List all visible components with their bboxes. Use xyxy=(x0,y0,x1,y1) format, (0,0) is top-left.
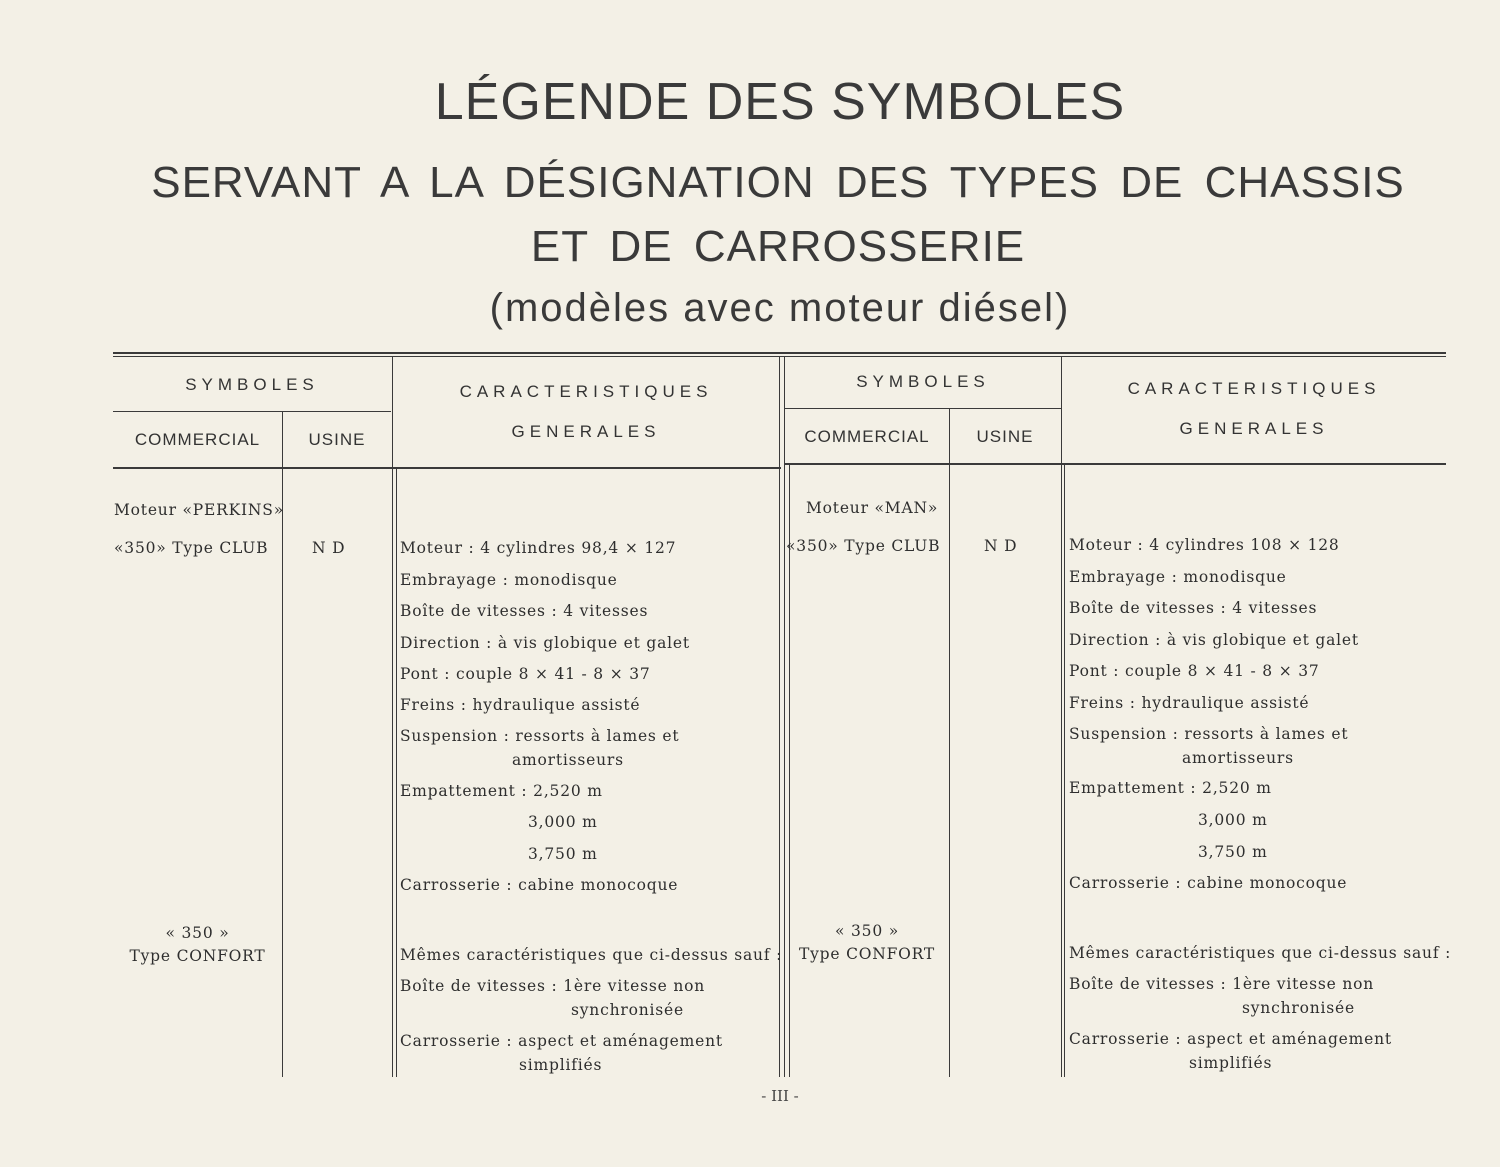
left-feature: Boîte de vitesses : 4 vitesses xyxy=(400,602,649,620)
right-carrosserie: Carrosserie : cabine monocoque xyxy=(1069,874,1348,892)
right-engine: Moteur «MAN» xyxy=(806,499,939,517)
left-carro2-cont: simplifiés xyxy=(519,1056,603,1074)
left-feature: Pont : couple 8 × 41 - 8 × 37 xyxy=(400,665,651,683)
header-commercial-right: COMMERCIAL xyxy=(804,427,930,446)
header-usine-left: USINE xyxy=(308,430,366,449)
right-memes: Mêmes caractéristiques que ci-dessus sauf : xyxy=(1069,944,1452,962)
left-carrosserie: Carrosserie : cabine monocoque xyxy=(400,876,679,894)
left-club: «350» Type CLUB xyxy=(114,539,269,557)
header-usine-right: USINE xyxy=(976,427,1034,446)
right-empattement-2: 3,000 m xyxy=(1198,811,1268,829)
page-subtitle-2: ET DE CARROSSERIE xyxy=(530,222,1026,271)
right-carro2: Carrosserie : aspect et aménagement xyxy=(1069,1030,1392,1048)
left-empattement-3: 3,750 m xyxy=(528,845,598,863)
page-number: - III - xyxy=(761,1087,799,1105)
left-suspension-cont: amortisseurs xyxy=(512,751,624,769)
right-feature: Embrayage : monodisque xyxy=(1069,568,1287,586)
header-generales-right: GENERALES xyxy=(1179,419,1329,438)
right-feature: Boîte de vitesses : 4 vitesses xyxy=(1069,599,1318,617)
left-boite2-cont: synchronisée xyxy=(571,1001,684,1019)
left-feature: Freins : hydraulique assisté xyxy=(400,696,641,714)
left-empattement-2: 3,000 m xyxy=(528,813,598,831)
left-usine: N D xyxy=(312,539,346,557)
header-symboles-left: SYMBOLES xyxy=(185,375,319,394)
right-carro2-cont: simplifiés xyxy=(1189,1054,1273,1072)
header-symboles-right: SYMBOLES xyxy=(856,372,990,391)
right-boite2-cont: synchronisée xyxy=(1242,999,1355,1017)
right-usine: N D xyxy=(984,537,1018,555)
right-suspension: Suspension : ressorts à lames et xyxy=(1069,725,1349,743)
header-caracteristiques-right: CARACTERISTIQUES xyxy=(1127,379,1381,398)
right-club: «350» Type CLUB xyxy=(786,537,941,555)
header-commercial-left: COMMERCIAL xyxy=(134,430,261,449)
right-confort: Type CONFORT xyxy=(798,945,936,963)
left-confort-num: « 350 » xyxy=(165,924,230,942)
left-empattement: Empattement : 2,520 m xyxy=(400,782,603,800)
right-feature: Freins : hydraulique assisté xyxy=(1069,694,1310,712)
right-feature: Direction : à vis globique et galet xyxy=(1069,631,1359,649)
left-feature: Moteur : 4 cylindres 98,4 × 127 xyxy=(400,539,677,557)
right-feature: Moteur : 4 cylindres 108 × 128 xyxy=(1069,536,1340,554)
left-carro2: Carrosserie : aspect et aménagement xyxy=(400,1032,723,1050)
left-feature: Embrayage : monodisque xyxy=(400,571,618,589)
left-memes: Mêmes caractéristiques que ci-dessus sauf : xyxy=(400,946,783,964)
left-feature: Direction : à vis globique et galet xyxy=(400,634,690,652)
left-suspension: Suspension : ressorts à lames et xyxy=(400,727,680,745)
left-boite2: Boîte de vitesses : 1ère vitesse non xyxy=(400,977,706,995)
left-confort: Type CONFORT xyxy=(129,947,266,965)
right-empattement-3: 3,750 m xyxy=(1198,843,1268,861)
page-subtitle-1: SERVANT A LA DÉSIGNATION DES TYPES DE CHASSIS xyxy=(151,158,1405,207)
left-engine: Moteur «PERKINS» xyxy=(114,501,284,519)
right-empattement: Empattement : 2,520 m xyxy=(1069,779,1272,797)
page-subtitle-3: (modèles avec moteur diésel) xyxy=(489,286,1071,330)
right-suspension-cont: amortisseurs xyxy=(1182,749,1294,767)
right-boite2: Boîte de vitesses : 1ère vitesse non xyxy=(1069,975,1375,993)
page-title: LÉGENDE DES SYMBOLES xyxy=(434,73,1126,131)
right-confort-num: « 350 » xyxy=(834,922,899,940)
header-generales-left: GENERALES xyxy=(511,422,661,441)
right-feature: Pont : couple 8 × 41 - 8 × 37 xyxy=(1069,662,1320,680)
header-caracteristiques-left: CARACTERISTIQUES xyxy=(459,382,713,401)
